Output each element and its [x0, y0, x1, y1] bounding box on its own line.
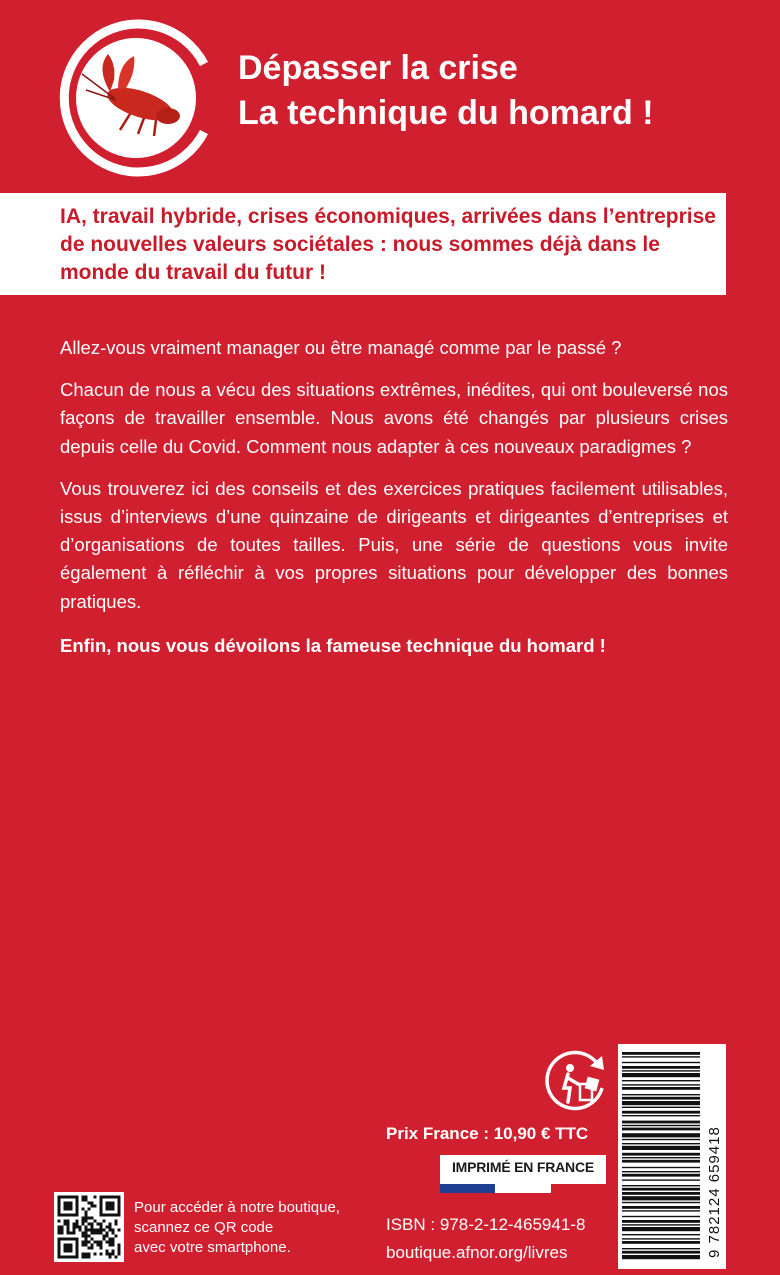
qr-module: [100, 1229, 103, 1232]
qr-module: [91, 1202, 94, 1205]
qr-module: [58, 1199, 61, 1202]
qr-module: [58, 1247, 61, 1250]
qr-module: [97, 1241, 100, 1244]
qr-module: [112, 1238, 115, 1241]
qr-module: [76, 1244, 79, 1247]
qr-module: [88, 1217, 91, 1220]
qr-module: [118, 1250, 121, 1253]
qr-module: [82, 1232, 85, 1235]
qr-module: [64, 1250, 67, 1253]
qr-module: [109, 1256, 112, 1259]
qr-module: [88, 1247, 91, 1250]
qr-module: [85, 1214, 88, 1217]
qr-module: [73, 1256, 76, 1259]
qr-module: [70, 1250, 73, 1253]
qr-module: [106, 1253, 109, 1256]
qr-module: [100, 1205, 103, 1208]
qr-module: [67, 1208, 70, 1211]
qr-module: [79, 1229, 82, 1232]
qr-module: [112, 1241, 115, 1244]
qr-module: [58, 1238, 61, 1241]
qr-module: [100, 1244, 103, 1247]
qr-module: [109, 1196, 112, 1199]
qr-module: [106, 1202, 109, 1205]
qr-module: [100, 1214, 103, 1217]
qr-module: [91, 1238, 94, 1241]
qr-module: [61, 1214, 64, 1217]
qr-module: [70, 1214, 73, 1217]
qr-module: [100, 1223, 103, 1226]
qr-module: [67, 1247, 70, 1250]
qr-module: [58, 1211, 61, 1214]
qr-module: [91, 1226, 94, 1229]
qr-module: [118, 1253, 121, 1256]
qr-module: [115, 1220, 118, 1223]
qr-module: [85, 1211, 88, 1214]
qr-module: [88, 1256, 91, 1259]
qr-module: [100, 1232, 103, 1235]
qr-module: [109, 1226, 112, 1229]
qr-module: [67, 1244, 70, 1247]
qr-module: [100, 1226, 103, 1229]
qr-module: [112, 1250, 115, 1253]
qr-module: [103, 1196, 106, 1199]
qr-module: [64, 1247, 67, 1250]
qr-module: [106, 1226, 109, 1229]
qr-module: [100, 1253, 103, 1256]
qr-module: [67, 1223, 70, 1226]
qr-module: [97, 1232, 100, 1235]
qr-module: [85, 1256, 88, 1259]
qr-module: [118, 1196, 121, 1199]
qr-module: [61, 1256, 64, 1259]
isbn-barcode: [618, 1044, 726, 1269]
qr-module: [106, 1214, 109, 1217]
qr-module: [91, 1223, 94, 1226]
qr-module: [70, 1238, 73, 1241]
qr-module: [76, 1253, 79, 1256]
qr-module: [88, 1241, 91, 1244]
qr-module: [70, 1244, 73, 1247]
qr-module: [76, 1226, 79, 1229]
qr-module: [112, 1253, 115, 1256]
qr-module: [85, 1199, 88, 1202]
qr-module: [91, 1205, 94, 1208]
qr-module: [88, 1229, 91, 1232]
banner-text: IA, travail hybride, crises économiques, arrivées dans l’entreprise de nouvelles valeurs sociétales : nous sommes déjà dans le monde du travail du futur !: [60, 205, 716, 284]
qr-module: [118, 1205, 121, 1208]
qr-module: [100, 1202, 103, 1205]
qr-module: [100, 1247, 103, 1250]
qr-module: [67, 1250, 70, 1253]
qr-module: [82, 1241, 85, 1244]
qr-module: [73, 1226, 76, 1229]
qr-module: [67, 1196, 70, 1199]
qr-module: [76, 1205, 79, 1208]
qr-module: [103, 1235, 106, 1238]
qr-module: [73, 1223, 76, 1226]
qr-module: [109, 1244, 112, 1247]
qr-module: [88, 1235, 91, 1238]
qr-module: [97, 1229, 100, 1232]
qr-module: [82, 1217, 85, 1220]
isbn-text: ISBN : 978-2-12-465941-8: [386, 1215, 586, 1234]
qr-module: [118, 1214, 121, 1217]
qr-module: [88, 1208, 91, 1211]
qr-module: [61, 1196, 64, 1199]
qr-module: [88, 1223, 91, 1226]
qr-module: [106, 1250, 109, 1253]
blurb-paragraph-1: Allez-vous vraiment manager ou être managé comme par le passé ?: [60, 337, 622, 358]
qr-module: [76, 1214, 79, 1217]
qr-module: [58, 1214, 61, 1217]
qr-module: [91, 1244, 94, 1247]
qr-module: [103, 1238, 106, 1241]
qr-module: [88, 1202, 91, 1205]
book-title: [238, 46, 654, 136]
shop-url[interactable]: boutique.afnor.org/livres: [386, 1243, 568, 1262]
triman-recycling-icon: [544, 1048, 610, 1114]
qr-module: [118, 1208, 121, 1211]
qr-module: [115, 1235, 118, 1238]
qr-module: [109, 1241, 112, 1244]
qr-module: [112, 1232, 115, 1235]
qr-module: [61, 1238, 64, 1241]
qr-module: [70, 1247, 73, 1250]
qr-module: [73, 1229, 76, 1232]
qr-module: [58, 1229, 61, 1232]
qr-module: [58, 1232, 61, 1235]
qr-module: [109, 1223, 112, 1226]
qr-line-1: Pour accéder à notre boutique,: [134, 1199, 340, 1216]
qr-module: [70, 1256, 73, 1259]
qr-module: [64, 1220, 67, 1223]
header: [0, 0, 780, 190]
qr-module: [64, 1205, 67, 1208]
qr-module: [82, 1235, 85, 1238]
qr-module: [64, 1223, 67, 1226]
qr-module: [82, 1253, 85, 1256]
qr-module: [76, 1202, 79, 1205]
qr-module: [64, 1238, 67, 1241]
qr-module: [64, 1208, 67, 1211]
qr-module: [109, 1208, 112, 1211]
qr-module: [85, 1235, 88, 1238]
qr-module: [97, 1244, 100, 1247]
qr-code[interactable]: [54, 1192, 124, 1262]
blurb-paragraph-2: Chacun de nous a vécu des situations extrêmes, inédites, qui ont bouleversé nos façons de travailler ensemble. Nous avons été changés par plusieurs crises depuis celle du Covid. Comment nous adapter à ces nouveaux paradigmes ?: [60, 379, 728, 457]
qr-module: [88, 1253, 91, 1256]
qr-module: [58, 1205, 61, 1208]
qr-module: [82, 1199, 85, 1202]
qr-module: [106, 1232, 109, 1235]
qr-module: [91, 1232, 94, 1235]
qr-instructions: [134, 1198, 374, 1258]
qr-module: [103, 1214, 106, 1217]
qr-module: [58, 1202, 61, 1205]
qr-module: [67, 1256, 70, 1259]
qr-module: [94, 1232, 97, 1235]
qr-module: [100, 1241, 103, 1244]
qr-module: [85, 1253, 88, 1256]
qr-module: [76, 1208, 79, 1211]
qr-module: [76, 1196, 79, 1199]
qr-module: [58, 1241, 61, 1244]
qr-module: [94, 1196, 97, 1199]
qr-module: [58, 1208, 61, 1211]
qr-module: [82, 1196, 85, 1199]
qr-module: [58, 1253, 61, 1256]
qr-module: [67, 1229, 70, 1232]
qr-module: [109, 1238, 112, 1241]
qr-module: [73, 1196, 76, 1199]
intro-banner: [0, 193, 726, 295]
qr-module: [94, 1205, 97, 1208]
qr-module: [112, 1244, 115, 1247]
qr-module: [79, 1226, 82, 1229]
qr-module: [94, 1229, 97, 1232]
qr-module: [58, 1250, 61, 1253]
qr-module: [112, 1202, 115, 1205]
qr-module: [64, 1256, 67, 1259]
qr-module: [70, 1208, 73, 1211]
qr-module: [106, 1205, 109, 1208]
qr-module: [85, 1241, 88, 1244]
qr-module: [94, 1253, 97, 1256]
qr-module: [85, 1196, 88, 1199]
qr-module: [64, 1196, 67, 1199]
qr-module: [106, 1196, 109, 1199]
qr-module: [76, 1247, 79, 1250]
qr-module: [91, 1247, 94, 1250]
qr-module: [70, 1196, 73, 1199]
qr-module: [115, 1196, 118, 1199]
qr-module: [100, 1211, 103, 1214]
qr-module: [67, 1205, 70, 1208]
blurb-paragraph-3: Vous trouverez ici des conseils et des exercices pratiques facilement utilisables, issus d’interviews d’une quinzaine de dirigeants et dirigeantes d’entreprises et d’organisations de toutes tailles. Puis, une série de questions vous invite également à réfléchir à vos propres situations pour développer des bonnes pratiques.: [60, 477, 728, 612]
qr-module: [118, 1244, 121, 1247]
qr-module: [58, 1226, 61, 1229]
qr-module: [106, 1208, 109, 1211]
qr-module: [58, 1220, 61, 1223]
qr-module: [76, 1238, 79, 1241]
qr-module: [61, 1229, 64, 1232]
qr-module: [70, 1205, 73, 1208]
qr-module: [82, 1223, 85, 1226]
qr-module: [58, 1256, 61, 1259]
title-line-1: Dépasser la crise: [238, 49, 518, 87]
qr-module: [85, 1232, 88, 1235]
qr-module: [76, 1241, 79, 1244]
qr-module: [76, 1250, 79, 1253]
qr-module: [91, 1229, 94, 1232]
qr-module: [112, 1208, 115, 1211]
price: Prix France : 10,90 € TTC: [386, 1124, 589, 1143]
qr-module: [109, 1202, 112, 1205]
qr-module: [112, 1196, 115, 1199]
qr-module: [100, 1199, 103, 1202]
qr-module: [67, 1214, 70, 1217]
qr-module: [103, 1229, 106, 1232]
qr-module: [73, 1214, 76, 1217]
qr-module: [67, 1202, 70, 1205]
blurb: [60, 334, 728, 674]
qr-module: [76, 1211, 79, 1214]
made-in-france-label: IMPRIMÉ EN FRANCE: [451, 1159, 595, 1175]
french-flag-icon: [440, 1184, 606, 1193]
qr-module: [118, 1247, 121, 1250]
qr-module: [85, 1244, 88, 1247]
qr-module: [70, 1232, 73, 1235]
qr-line-3: avec votre smartphone.: [134, 1239, 291, 1256]
qr-module: [118, 1229, 121, 1232]
qr-module: [76, 1220, 79, 1223]
qr-module: [115, 1223, 118, 1226]
qr-module: [70, 1202, 73, 1205]
qr-module: [82, 1208, 85, 1211]
qr-module: [85, 1217, 88, 1220]
barcode-number: 9 782124 659418: [706, 1126, 723, 1258]
qr-module: [109, 1253, 112, 1256]
qr-module: [115, 1214, 118, 1217]
qr-module: [103, 1220, 106, 1223]
qr-module: [64, 1202, 67, 1205]
qr-module: [106, 1241, 109, 1244]
qr-module: [112, 1205, 115, 1208]
qr-module: [112, 1229, 115, 1232]
title-line-2: La technique du homard !: [238, 94, 654, 132]
qr-module: [76, 1223, 79, 1226]
qr-module: [58, 1244, 61, 1247]
qr-line-2: scannez ce QR code: [134, 1219, 274, 1236]
qr-module: [67, 1226, 70, 1229]
qr-module: [82, 1244, 85, 1247]
qr-module: [118, 1199, 121, 1202]
qr-module: [73, 1232, 76, 1235]
qr-module: [118, 1202, 121, 1205]
qr-module: [82, 1256, 85, 1259]
qr-module: [109, 1205, 112, 1208]
qr-module: [100, 1196, 103, 1199]
qr-module: [85, 1229, 88, 1232]
qr-module: [67, 1220, 70, 1223]
qr-module: [67, 1232, 70, 1235]
qr-module: [85, 1238, 88, 1241]
qr-module: [112, 1214, 115, 1217]
qr-module: [61, 1232, 64, 1235]
qr-module: [76, 1199, 79, 1202]
qr-module: [94, 1241, 97, 1244]
qr-module: [91, 1217, 94, 1220]
qr-module: [115, 1256, 118, 1259]
qr-module: [106, 1235, 109, 1238]
qr-module: [76, 1256, 79, 1259]
qr-module: [58, 1196, 61, 1199]
qr-module: [85, 1220, 88, 1223]
lobster-logo: [56, 18, 216, 178]
qr-module: [118, 1211, 121, 1214]
blurb-paragraph-4: Enfin, nous vous dévoilons la fameuse technique du homard !: [60, 634, 606, 656]
qr-module: [85, 1226, 88, 1229]
qr-module: [100, 1208, 103, 1211]
qr-module: [109, 1229, 112, 1232]
qr-module: [109, 1214, 112, 1217]
made-in-france-badge: [440, 1155, 606, 1193]
qr-module: [73, 1238, 76, 1241]
qr-module: [64, 1244, 67, 1247]
qr-module: [82, 1220, 85, 1223]
qr-module: [61, 1226, 64, 1229]
qr-module: [94, 1220, 97, 1223]
qr-module: [67, 1238, 70, 1241]
qr-module: [64, 1214, 67, 1217]
qr-module: [97, 1223, 100, 1226]
